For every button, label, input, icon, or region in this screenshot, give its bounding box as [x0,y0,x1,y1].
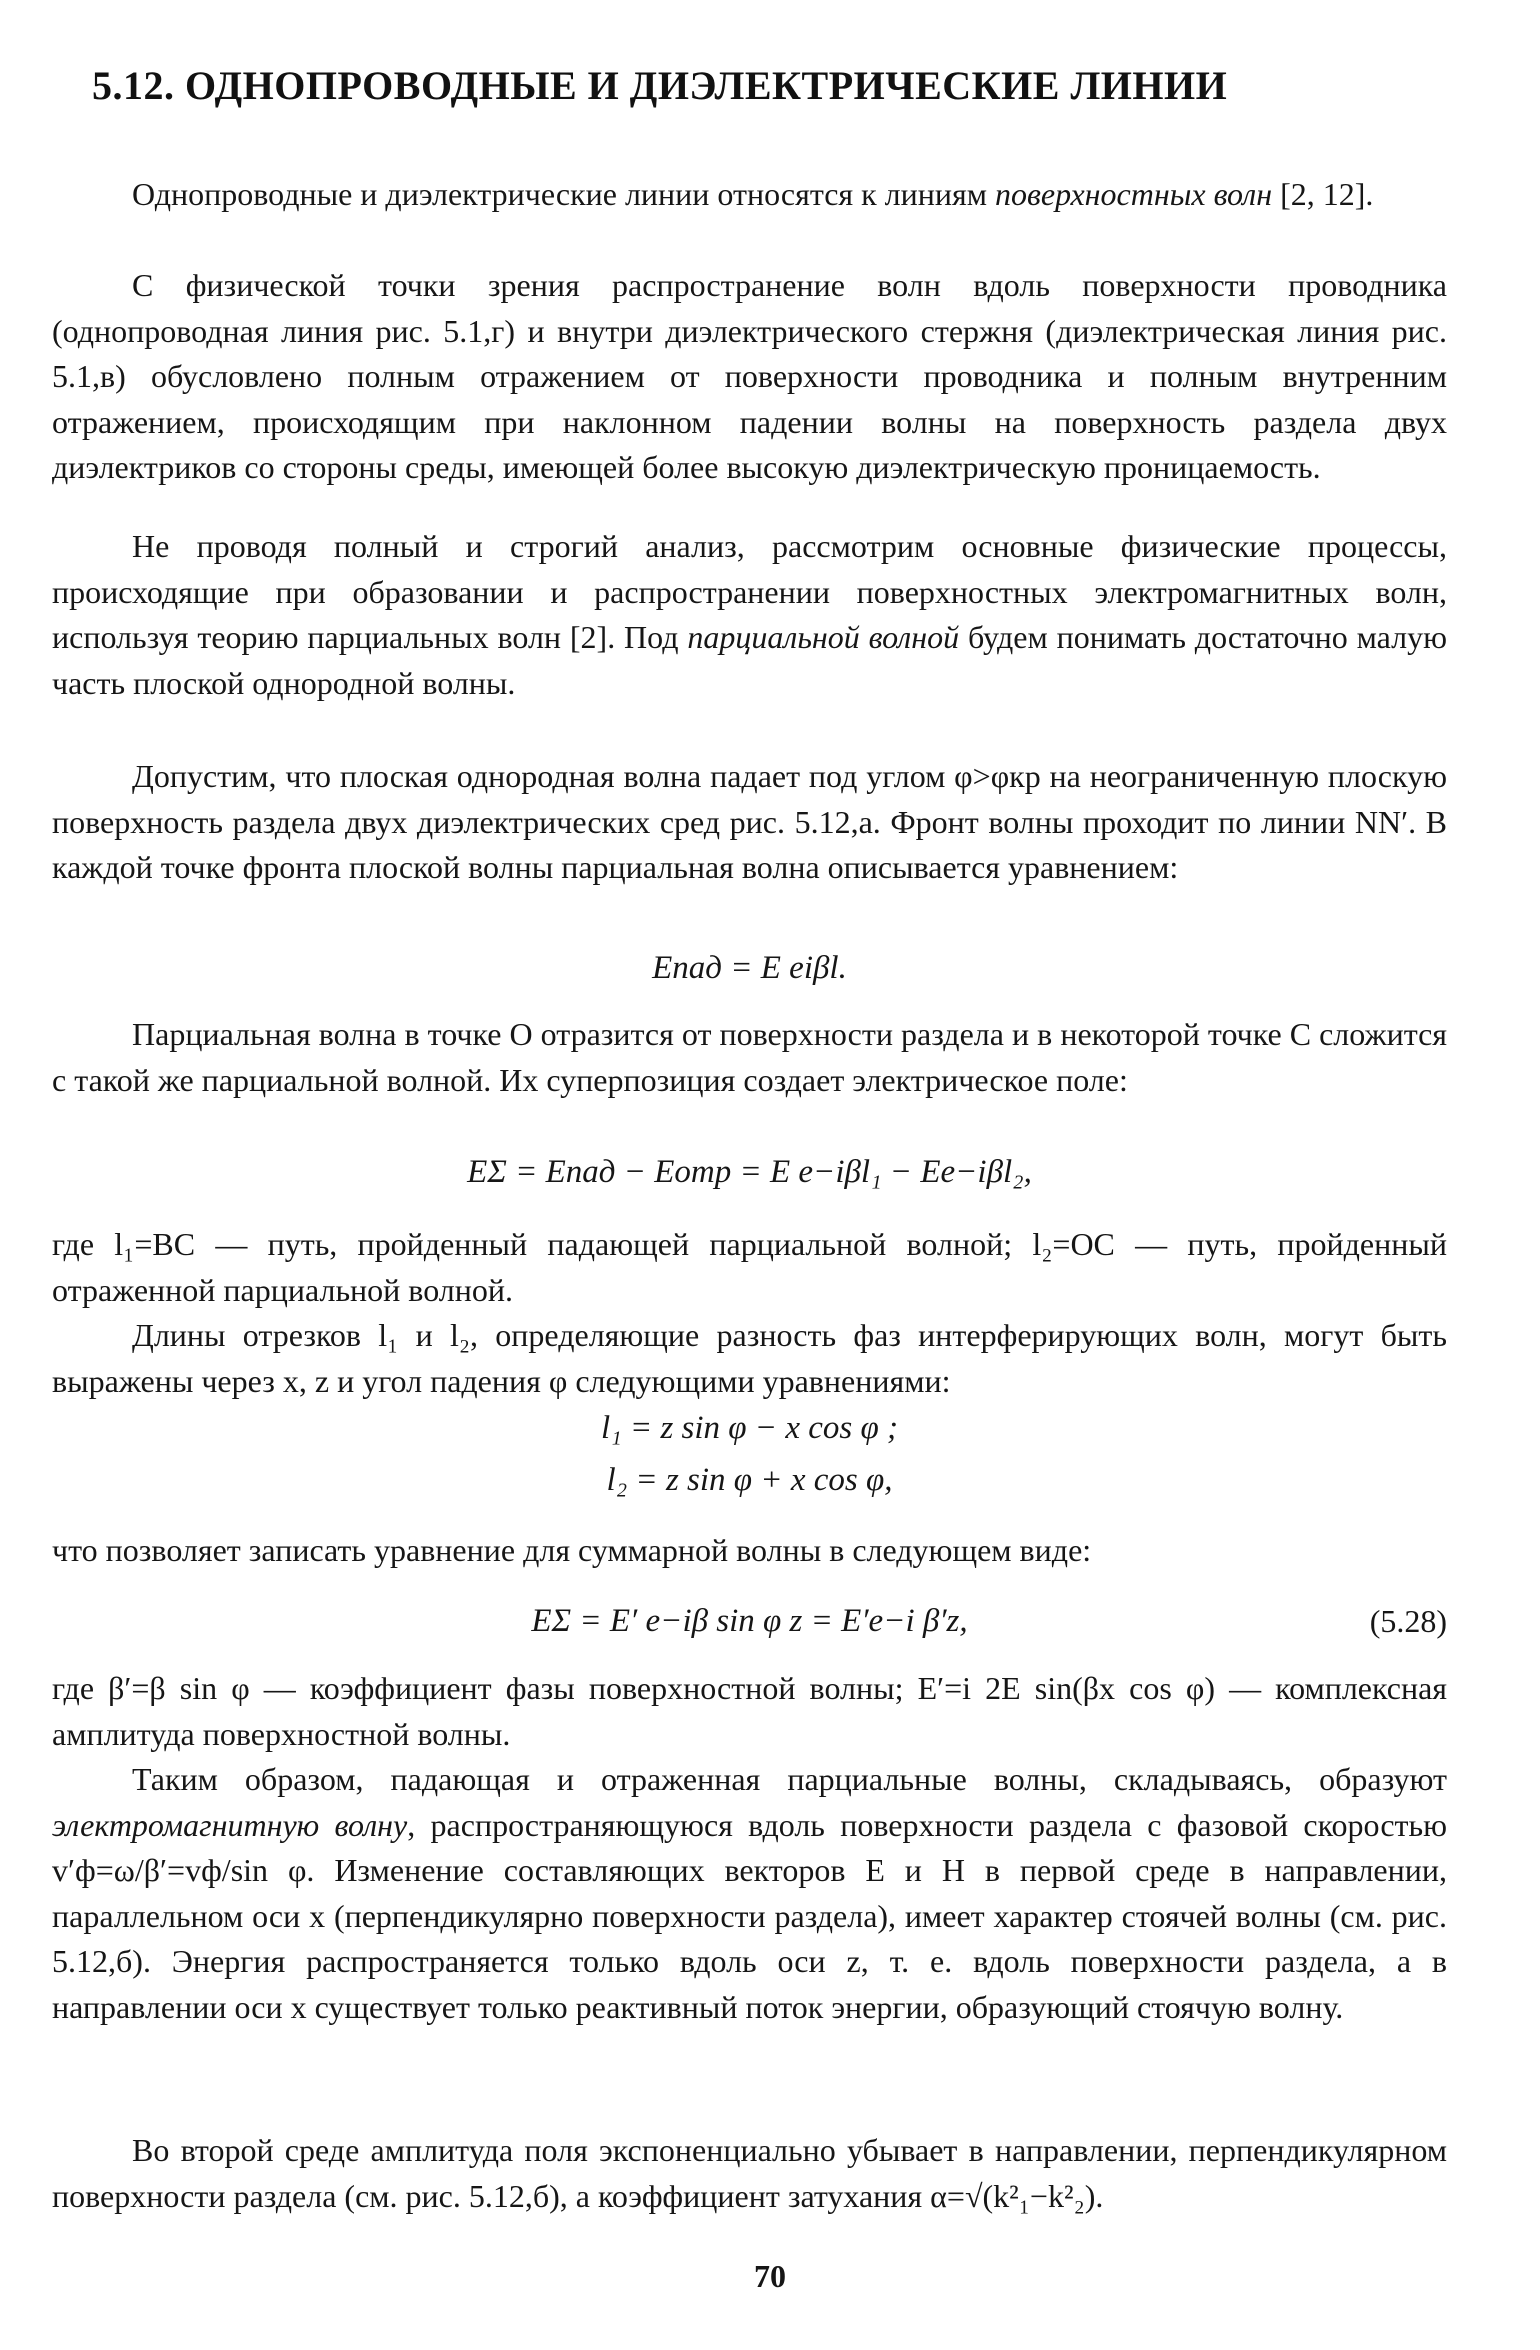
paragraph-6: где l₁=BC — путь, пройденный падающей парциальной волной; l₂=OC — путь, пройденный отраженной парциальной волной. [52,1226,1447,1308]
paragraph-11: Во второй среде амплитуда поля экспоненциально убывает в направлении, перпендикулярном поверхности раздела (см. рис. 5.12,б), а коэффициент затухания α=√(k²₁−k²₂). [52,2132,1447,2214]
paragraph-3-text-a: Не проводя полный и строгий анализ, рассмотрим основные физические процессы, происходящие при образовании и распространении поверхностных электромагнитных волн, используя теорию парциальных волн [2]. Под [52,528,1447,655]
paragraph-9: где β′=β sin φ — коэффициент фазы поверхностной волны; E′=i 2E sin(βx cos φ) — комплексная амплитуда поверхностной волны. [52,1670,1448,1752]
equation-superposition [52,1148,1447,1196]
paragraph-5: Парциальная волна в точке O отразится от поверхности раздела и в некоторой точке C сложится с такой же парциальной волной. Их суперпозиция создает электрическое поле: [52,1016,1447,1098]
paragraph-1-text-a: Однопроводные и диэлектрические линии относятся к линиям [132,176,995,212]
section-title: 5.12. ОДНОПРОВОДНЫЕ И ДИЭЛЕКТРИЧЕСКИЕ ЛИНИИ [92,63,1228,108]
paragraph-10 [52,1757,1447,2030]
paragraph-3 [52,524,1447,706]
paragraph-2: С физической точки зрения распространение волн вдоль поверхности проводника (однопроводная линия рис. 5.1,г) и внутри диэлектрического стержня (диэлектрическая линия рис. 5.1,в) обусловлено полным отражением от поверхности проводника и полным внутренним отражением, происходящим при наклонном падении волны на поверхность раздела двух диэлектриков со стороны среды, имеющей более высокую диэлектрическую проницаемость. [52,267,1447,485]
equation-l2-text: l₂ = z sin φ + x cos φ, [606,1462,893,1498]
equation-surface-wave-text: EΣ = E′ e−iβ sin φ z = E′e−i β′z, [531,1603,968,1639]
equation-l2 [52,1456,1447,1504]
paragraph-3-emphasis: парциальной волной [687,619,960,655]
paragraph-1 [52,172,1447,218]
page-number: 70 [754,2258,786,2294]
equation-incident-wave [52,944,1447,992]
paragraph-3-text-b: будем понимать достаточно малую часть плоской однородной волны. [52,619,1448,701]
paragraph-4: Допустим, что плоская однородная волна падает под углом φ>φкр на неограниченную плоскую поверхность раздела двух диэлектрических сред рис. 5.12,а. Фронт волны проходит по линии NN′. В каждой точке фронта плоской волны парциальная волна описывается уравнением: [52,758,1447,885]
equation-superposition-text: EΣ = Eпад − Eотр = E e−iβl₁ − Ee−iβl₂, [467,1154,1032,1190]
equation-number: (5.28) [1369,1603,1447,1639]
equation-l1-text: l₁ = z sin φ − x cos φ ; [601,1410,898,1446]
paragraph-8: что позволяет записать уравнение для суммарной волны в следующем виде: [52,1532,1092,1568]
equation-l1 [52,1404,1447,1452]
equation-surface-wave [52,1597,1447,1645]
paragraph-1-text-b: [2, 12]. [1272,176,1374,212]
paragraph-7: Длины отрезков l₁ и l₂, определяющие разность фаз интерферирующих волн, могут быть выражены через x, z и угол падения φ следующими уравнениями: [52,1317,1447,1399]
equation-incident-wave-text: Eпад = E eiβl. [652,950,847,986]
paragraph-10-text-b: , распространяющуюся вдоль поверхности раздела с фазовой скоростью v′ф=ω/β′=vф/sin φ. Изменение составляющих векторов E и H в первой среде в направлении, параллельном оси x (перпендикулярно поверхности раздела), имеет характер стоячей волны (см. рис. 5.12,б). Энергия распространяется только вдоль оси z, т. е. вдоль поверхности раздела, а в направлении оси x существует только реактивный поток энергии, образующий стоячую волну. [52,1806,1447,2025]
paragraph-10-emphasis: электромагнитную волну [52,1806,408,1843]
paragraph-10-text-a: Таким образом, падающая и отраженная парциальные волны, складываясь, образуют [132,1761,1447,1797]
paragraph-1-emphasis: поверхностных волн [994,176,1273,212]
